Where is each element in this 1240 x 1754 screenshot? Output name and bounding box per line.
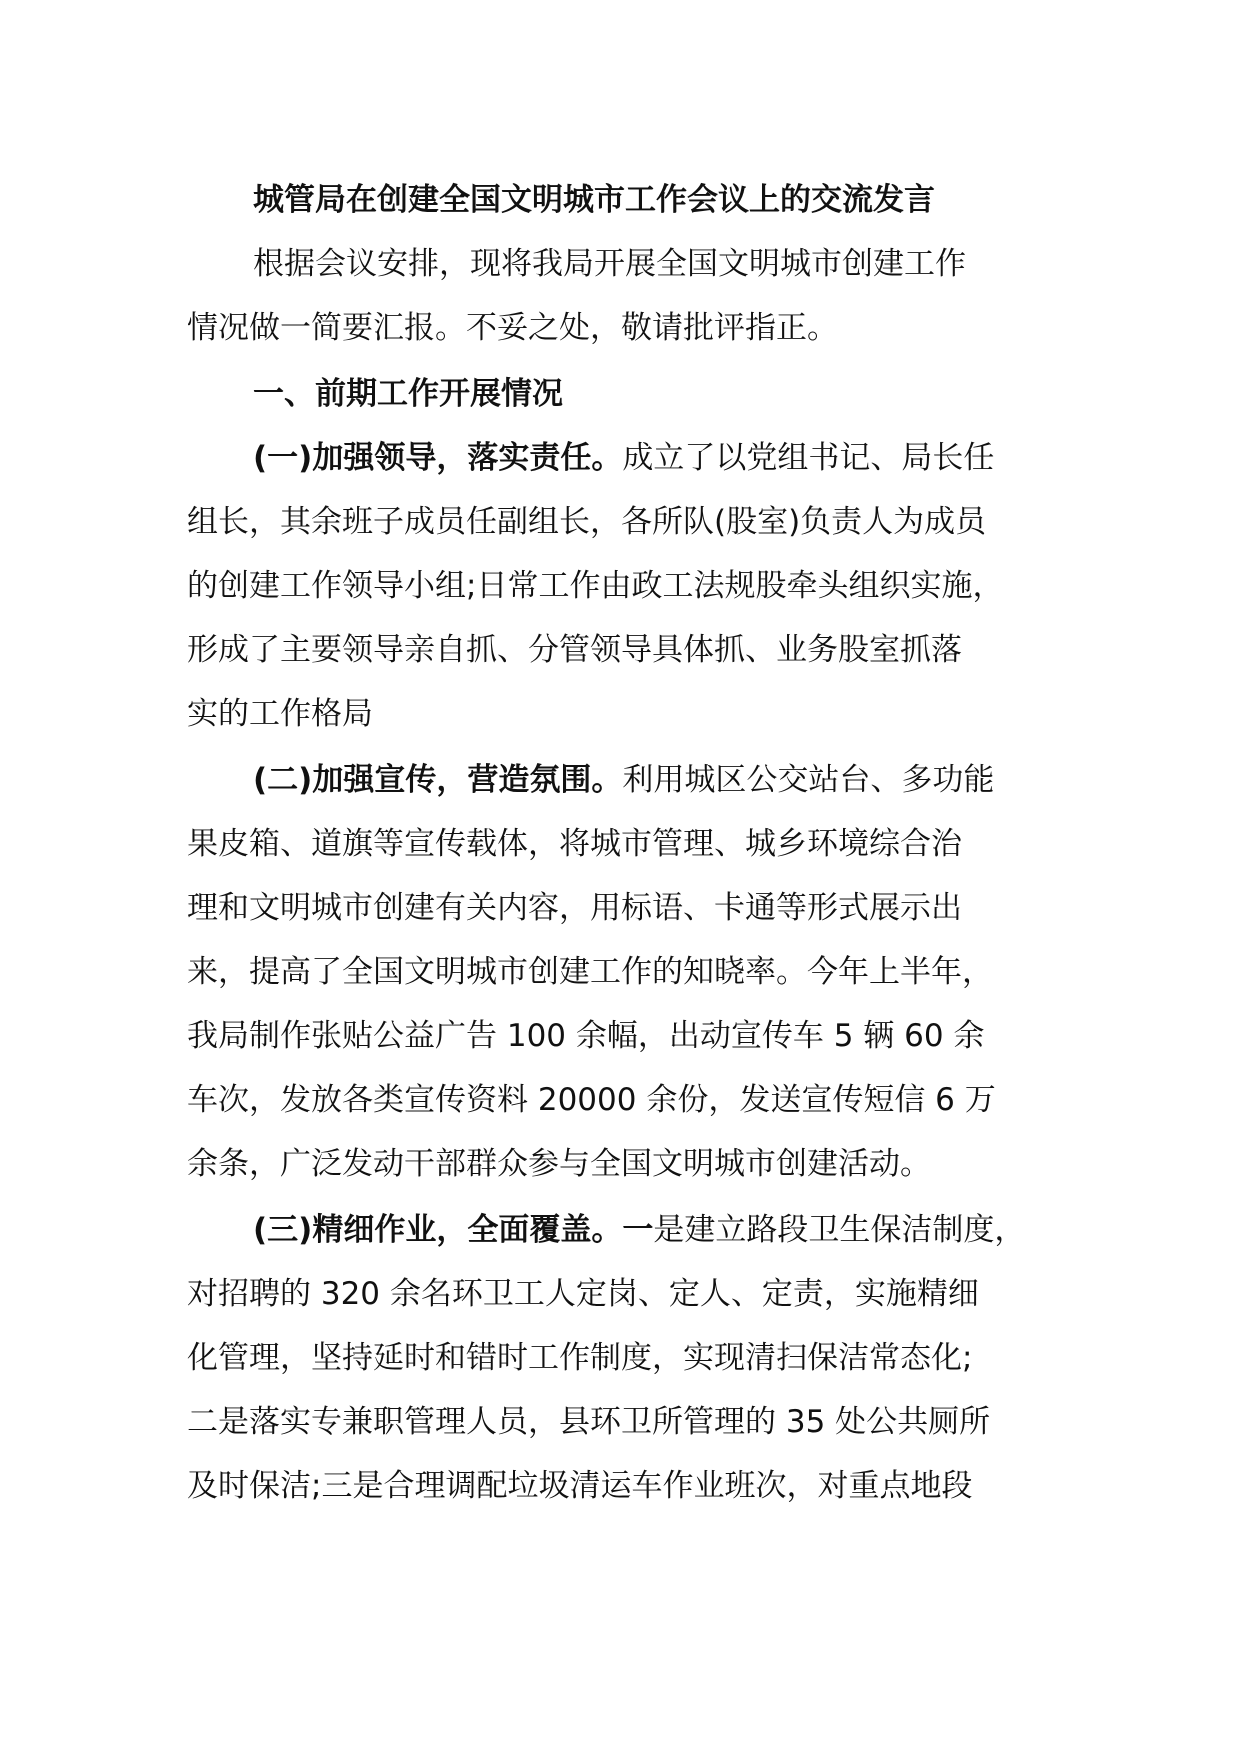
paragraph-line: 理和文明城市创建有关内容，用标语、卡通等形式展示出: [187, 890, 962, 926]
paragraph-line: 我局制作张贴公益广告 100 余幅，出动宣传车 5 辆 60 余: [187, 1018, 985, 1054]
paragraph-line: 果皮箱、道旗等宣传载体，将城市管理、城乡环境综合治: [187, 826, 962, 862]
paragraph-first-line: [187, 1198, 1087, 1262]
paragraph-line: 来，提高了全国文明城市创建工作的知晓率。今年上半年，: [187, 954, 993, 990]
paragraph-first-line: [187, 426, 1087, 490]
subsection-heading: (一)加强领导，落实责任。: [253, 440, 623, 476]
paragraph-line: 化管理，坚持延时和错时工作制度，实现清扫保洁常态化;: [187, 1340, 973, 1376]
paragraph-line: 二是落实专兼职管理人员，县环卫所管理的 35 处公共厕所: [187, 1404, 991, 1440]
intro-paragraph: [187, 232, 1087, 360]
paragraph-line: 实的工作格局: [187, 696, 373, 732]
document-title: 城管局在创建全国文明城市工作会议上的交流发言: [253, 182, 935, 218]
paragraph-line: 组长，其余班子成员任副组长，各所队(股室)负责人为成员: [187, 504, 987, 540]
paragraph-text: 是建立路段卫生保洁制度，: [653, 1212, 1026, 1248]
subsection-heading: (二)加强宣传，营造氛围。: [253, 762, 623, 798]
paragraph-text: 成立了以党组书记、局长任: [622, 440, 995, 476]
paragraph-line: 车次，发放各类宣传资料 20000 余份，发送宣传短信 6 万: [187, 1082, 996, 1118]
paragraph-line: 余条，广泛发动干部群众参与全国文明城市创建活动。: [187, 1146, 931, 1182]
section-heading: 一、前期工作开展情况: [253, 376, 563, 412]
paragraph-line: 的创建工作领导小组;日常工作由政工法规股牵头组织实施，: [187, 568, 1004, 604]
paragraph-line: 对招聘的 320 余名环卫工人定岗、定人、定责，实施精细: [187, 1276, 979, 1312]
intro-line: 根据会议安排，现将我局开展全国文明城市创建工作: [253, 246, 966, 282]
subsection-1: [187, 426, 1087, 746]
paragraph-line: 形成了主要领导亲自抓、分管领导具体抓、业务股室抓落: [187, 632, 962, 668]
subsection-3: [187, 1198, 1087, 1518]
subsection-2: [187, 748, 1087, 1196]
subsection-heading: (三)精细作业，全面覆盖。一: [253, 1212, 654, 1248]
document-page: [187, 168, 1087, 1520]
intro-line: 情况做一简要汇报。不妥之处，敬请批评指正。: [187, 310, 838, 346]
paragraph-line: 及时保洁;三是合理调配垃圾清运车作业班次，对重点地段: [187, 1468, 973, 1504]
paragraph-first-line: [187, 748, 1087, 812]
paragraph-text: 利用城区公交站台、多功能: [622, 762, 995, 798]
